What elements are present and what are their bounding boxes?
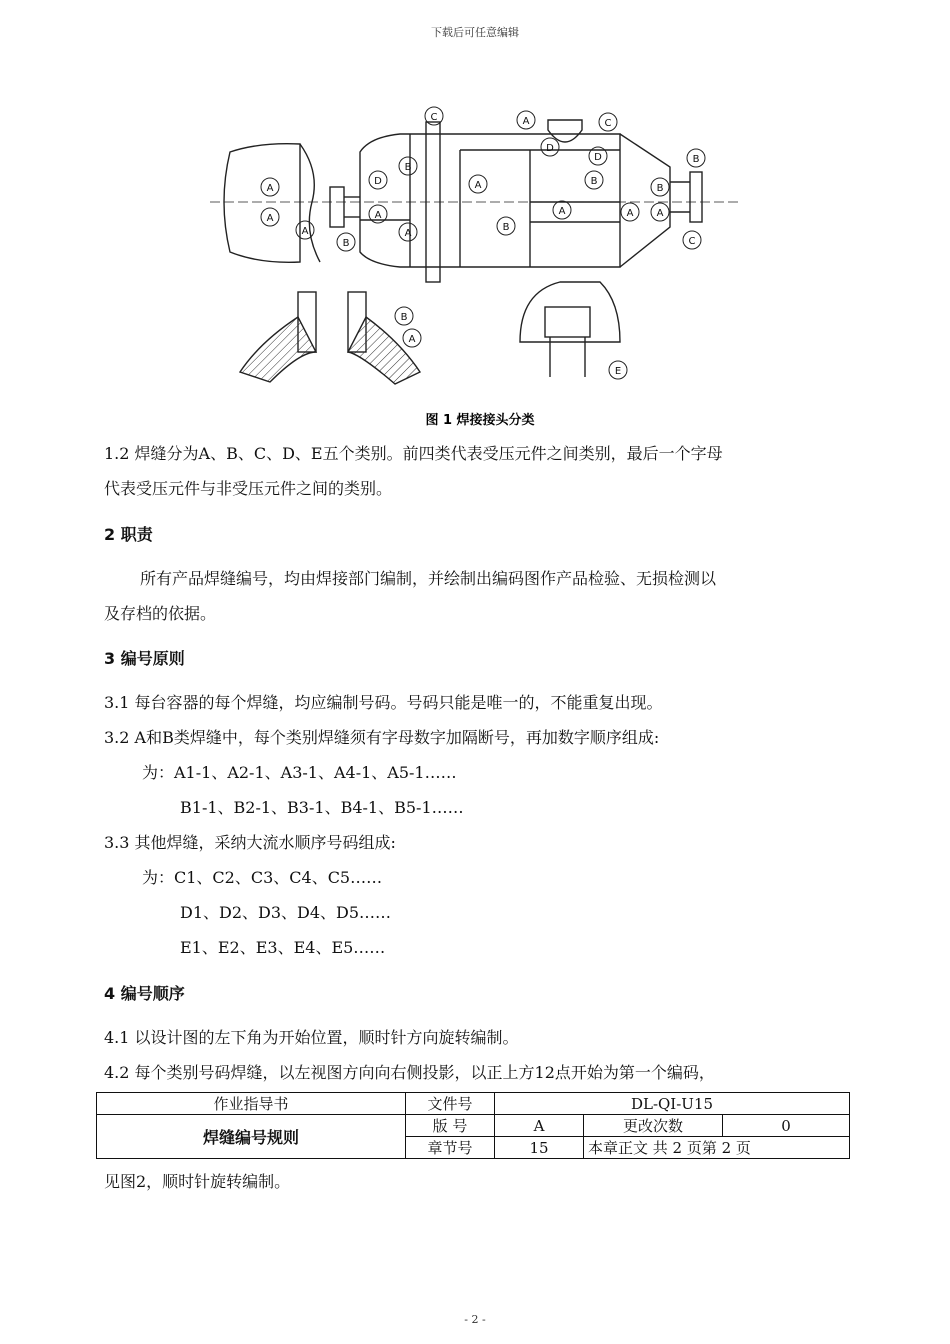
revision-label: 更改次数 bbox=[584, 1115, 723, 1137]
svg-text:A: A bbox=[626, 208, 634, 219]
svg-text:B: B bbox=[656, 183, 664, 194]
svg-text:B: B bbox=[342, 238, 350, 249]
svg-text:A: A bbox=[558, 206, 566, 217]
revision-value: 0 bbox=[723, 1115, 850, 1137]
para-3-2-b: B1-1、B2-1、B3-1、B4-1、B5-1…… bbox=[180, 798, 464, 817]
edition-value: A bbox=[495, 1115, 584, 1137]
svg-text:A: A bbox=[404, 228, 412, 239]
page-info: 本章正文 共 2 页第 2 页 bbox=[584, 1137, 850, 1159]
para-1-2-line1: 1.2 焊缝分为A、B、C、D、E五个类别。前四类代表受压元件之间类别，最后一个字母 bbox=[104, 444, 723, 463]
weld-joint-diagram bbox=[200, 92, 760, 432]
para-3-3-d: D1、D2、D3、D4、D5…… bbox=[180, 903, 392, 922]
doc-type-cell: 作业指导书 bbox=[97, 1093, 406, 1115]
header-note: 下载后可任意编辑 bbox=[431, 26, 519, 39]
page-number: - 2 - bbox=[464, 1313, 486, 1326]
section-label: 章节号 bbox=[406, 1137, 495, 1159]
svg-text:C: C bbox=[688, 236, 696, 247]
figure-caption: 图 1 焊接接头分类 bbox=[425, 413, 535, 428]
para-3-1: 3.1 每台容器的每个焊缝，均应编制号码。号码只能是唯一的，不能重复出现。 bbox=[104, 693, 663, 712]
para-4-2: 4.2 每个类别号码焊缝，以左视图方向向右侧投影，以正上方12点开始为第一个编码， bbox=[104, 1063, 715, 1082]
weld-joint-figure bbox=[200, 92, 760, 432]
para-2-line1: 所有产品焊缝编号，均由焊接部门编制，并绘制出编码图作产品检验、无损检测以 bbox=[140, 569, 717, 588]
file-no-value: DL-QI-U15 bbox=[495, 1093, 850, 1115]
para-3-2: 3.2 A和B类焊缝中，每个类别焊缝须有字母数字加隔断号，再加数字顺序组成: bbox=[104, 728, 660, 747]
para-3-3-c: 为：C1、C2、C3、C4、C5…… bbox=[142, 868, 383, 887]
svg-text:D: D bbox=[546, 143, 554, 154]
file-no-label: 文件号 bbox=[406, 1093, 495, 1115]
svg-text:B: B bbox=[502, 222, 510, 233]
heading-4: 4 编号顺序 bbox=[104, 984, 185, 1003]
svg-text:D: D bbox=[374, 176, 382, 187]
para-2-line2: 及存档的依据。 bbox=[104, 604, 217, 623]
heading-3: 3 编号原则 bbox=[104, 649, 185, 668]
edition-label: 版 号 bbox=[406, 1115, 495, 1137]
svg-text:A: A bbox=[266, 183, 274, 194]
para-3-3-e: E1、E2、E3、E4、E5…… bbox=[180, 938, 386, 957]
svg-text:A: A bbox=[408, 334, 416, 345]
para-3-3: 3.3 其他焊缝，采纳大流水顺序号码组成: bbox=[104, 833, 396, 852]
svg-text:C: C bbox=[604, 118, 612, 129]
section-value: 15 bbox=[495, 1137, 584, 1159]
svg-text:A: A bbox=[266, 213, 274, 224]
heading-2: 2 职责 bbox=[104, 525, 153, 544]
svg-text:B: B bbox=[692, 154, 700, 165]
doc-title-cell: 焊缝编号规则 bbox=[97, 1115, 406, 1159]
svg-text:B: B bbox=[404, 162, 412, 173]
svg-text:A: A bbox=[474, 180, 482, 191]
svg-text:E: E bbox=[614, 366, 622, 377]
svg-text:B: B bbox=[590, 176, 598, 187]
svg-text:A: A bbox=[374, 210, 382, 221]
svg-text:D: D bbox=[594, 152, 602, 163]
para-1-2-line2: 代表受压元件与非受压元件之间的类别。 bbox=[104, 479, 393, 498]
para-3-2-a: 为：A1-1、A2-1、A3-1、A4-1、A5-1…… bbox=[142, 763, 457, 782]
svg-text:B: B bbox=[400, 312, 408, 323]
svg-text:A: A bbox=[656, 208, 664, 219]
document-info-table bbox=[96, 1092, 850, 1159]
svg-text:C: C bbox=[430, 112, 438, 123]
para-4-2-cont: 见图2，顺时针旋转编制。 bbox=[104, 1172, 291, 1191]
para-4-1: 4.1 以设计图的左下角为开始位置，顺时针方向旋转编制。 bbox=[104, 1028, 519, 1047]
svg-text:A: A bbox=[522, 116, 530, 127]
svg-text:A: A bbox=[301, 226, 309, 237]
